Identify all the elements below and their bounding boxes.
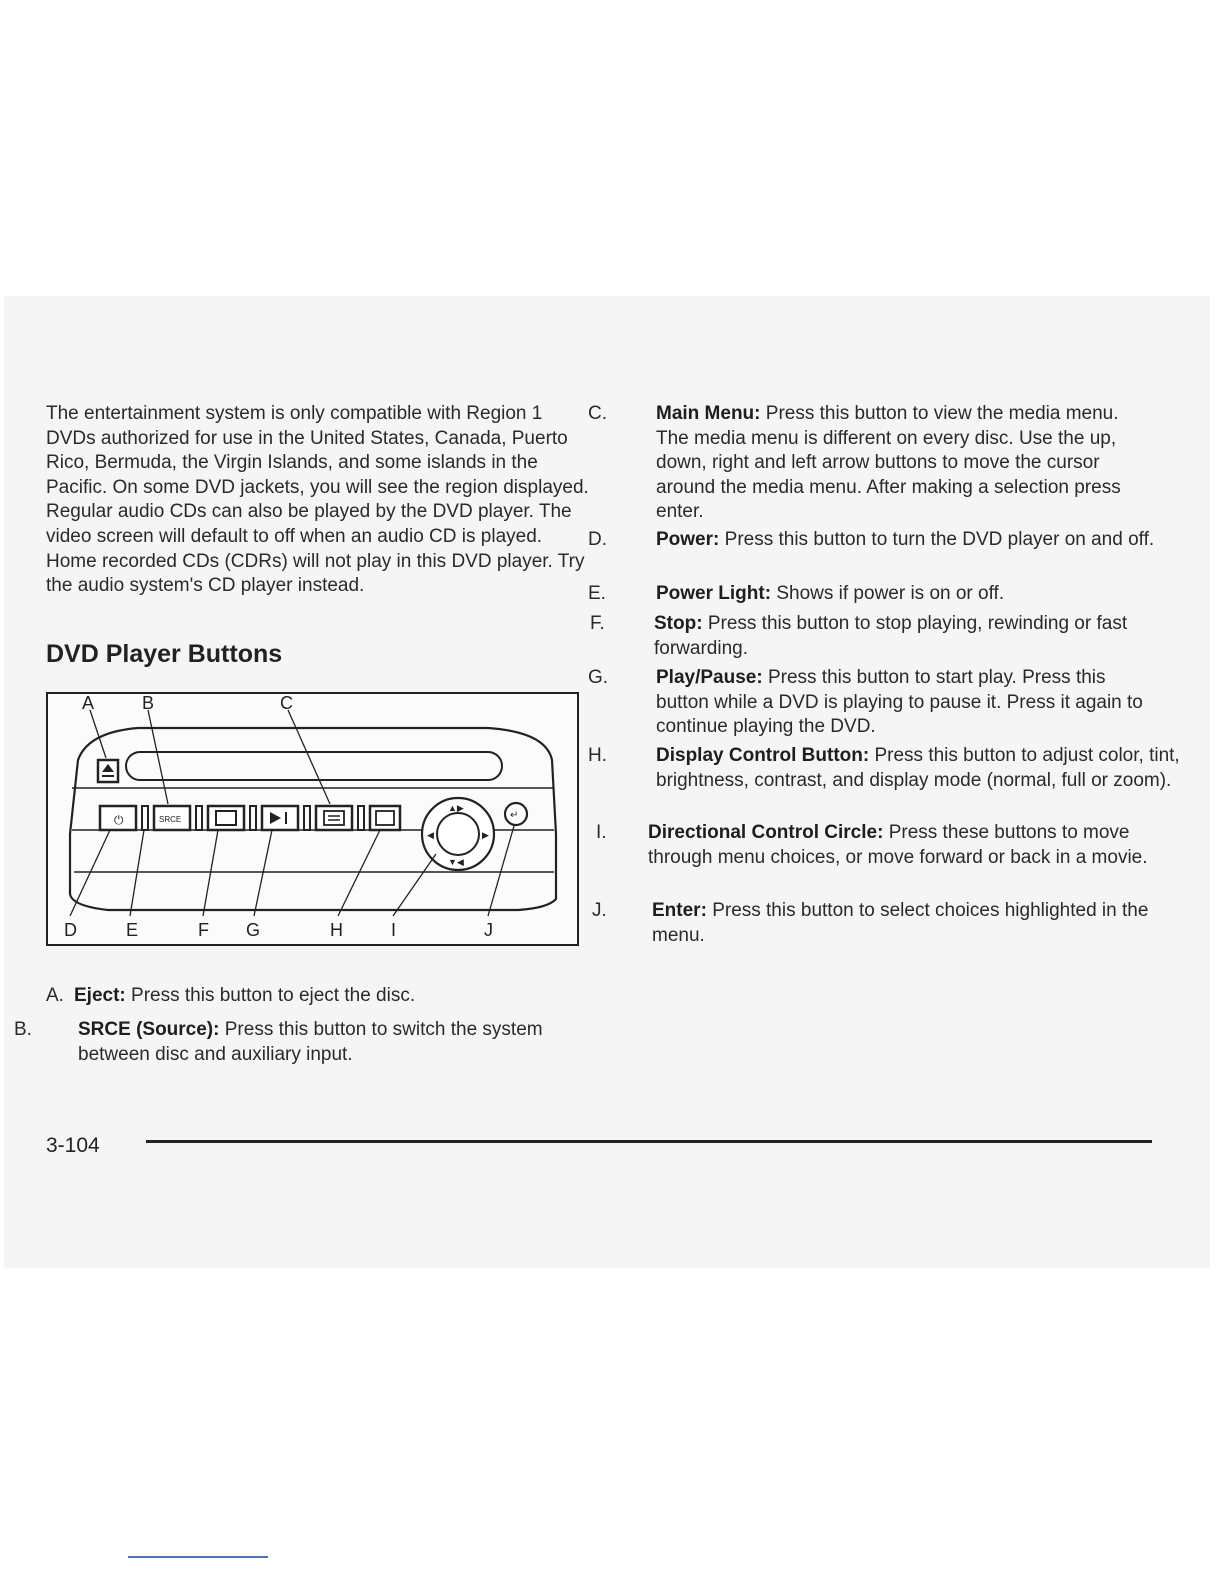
item-text: Press this button to turn the DVD player on and off. [724,529,1155,550]
srce-button-label: SRCE [159,815,182,824]
divider-light [196,806,202,830]
item-term: Enter: [652,900,707,921]
callout-f: F [198,920,209,940]
callout-a: A [82,694,95,713]
callout-j: J [484,920,493,940]
callout-b: B [142,694,155,713]
list-item-display-control [588,744,1180,793]
callout-i: I [391,920,397,940]
item-term: Directional Control Circle: [648,822,884,843]
item-term: Main Menu: [656,403,761,424]
right-arrow-icon: ▶ [482,830,489,840]
item-letter: C. [588,403,607,424]
item-letter: F. [590,613,605,634]
callout-d: D [64,920,77,940]
dvd-player-diagram [46,692,579,946]
item-letter: I. [596,822,607,843]
power-icon: ⏻ [114,813,124,827]
callout-h: H [330,920,343,940]
footer-rule [146,1140,1152,1143]
page-number: 3-104 [46,1134,100,1157]
enter-icon: ↵ [510,810,519,821]
list-item-main-menu [588,402,1146,525]
item-term: Display Control Button: [656,745,870,766]
item-term: Power: [656,529,720,550]
item-letter: E. [588,583,606,604]
item-text: Shows if power is on or off. [776,583,1005,604]
item-text: Press this button to switch the system between disc and auxiliary input. [78,1019,543,1065]
item-text: Press this button to start play. Press this button while a DVD is playing to pause it. Press it again to continue playing the DVD. [656,667,1143,738]
divider-light [358,806,364,830]
item-term: Power Light: [656,583,772,604]
left-arrow-icon: ◀ [427,830,434,840]
list-item-enter [592,899,1182,948]
directional-center [437,813,479,855]
item-text: Press this button to select choices highlighted in the menu. [652,900,1149,946]
item-letter: J. [592,900,607,921]
item-text: Press this button to stop playing, rewinding or fast forwarding. [654,613,1128,659]
section-heading: DVD Player Buttons [46,640,283,668]
item-term: Eject: [74,985,126,1006]
list-item-stop [590,612,1176,661]
list-item-srce [14,1018,598,1067]
item-text: Press this button to view the media menu. The media menu is different on every disc. Use the up, down, right and left arrow buttons to move the cursor around the media menu. After making a selection press enter. [656,403,1121,523]
intro-paragraph: The entertainment system is only compatible with Region 1 DVDs authorized for use in the United States, Canada, Puerto Rico, Bermuda, the Virgin Islands, and some islands in the Pacific. On some DVD jackets, you will see the region displayed. Regular audio CDs can also be played by the DVD player. The video screen will default to off when an audio CD is played. Home recorded CDs (CDRs) will not play in this DVD player. Try the audio system's CD player instead. [46,403,589,597]
display-control-button[interactable] [370,806,400,830]
item-letter: G. [588,667,609,688]
main-menu-button[interactable] [316,806,352,830]
item-text: Press this button to adjust color, tint, brightness, contrast, and display mode (normal, full or zoom). [656,745,1180,791]
callout-c: C [280,694,293,713]
bottom-link-underline[interactable] [128,1556,268,1558]
list-item-eject [46,984,566,1009]
list-item-play-pause [588,666,1162,740]
dvd-player-illustration [48,694,581,948]
item-letter: A. [46,985,64,1006]
callout-g: G [246,920,261,940]
stop-button[interactable] [208,806,244,830]
down-arrow-icon: ▼◀ [448,857,464,867]
item-text: Press these buttons to move through menu choices, or move forward or back in a movie. [648,822,1148,868]
up-arrow-icon: ▲▶ [448,803,464,813]
item-letter: B. [14,1019,32,1040]
item-term: Play/Pause: [656,667,763,688]
callout-e: E [126,920,139,940]
divider-light [304,806,310,830]
item-letter: D. [588,529,607,550]
power-light [142,806,148,830]
list-item-power [588,528,1166,553]
item-text: Press this button to eject the disc. [131,985,416,1006]
divider-light [250,806,256,830]
list-item-power-light [588,582,1166,607]
item-term: SRCE (Source): [78,1019,220,1040]
list-item-directional-circle [596,821,1158,870]
item-letter: H. [588,745,607,766]
item-term: Stop: [654,613,703,634]
disc-slot [126,752,502,780]
